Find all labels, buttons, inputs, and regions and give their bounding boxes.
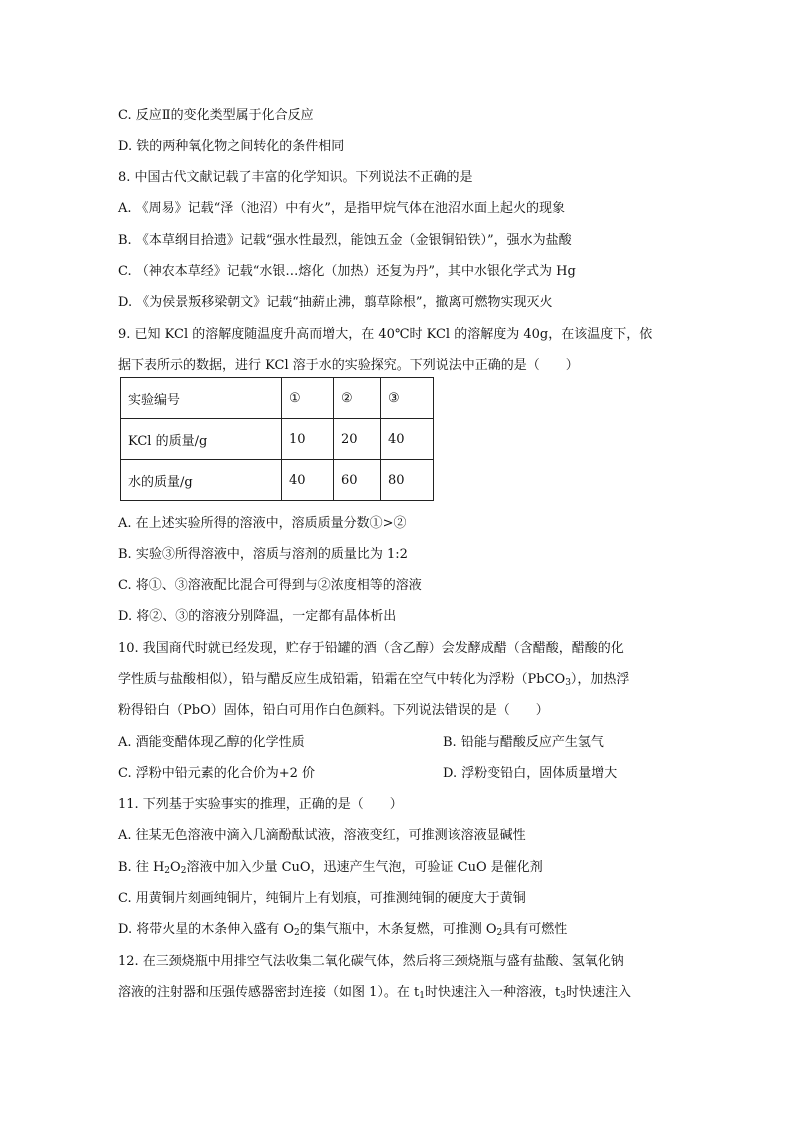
text-segment: 学性质与盐酸相似），铅与醋反应生成铅霜，铅霜在空气中转化为浮粉（PbCO xyxy=(118,672,566,687)
text-segment: 的集气瓶中，木条复燃，可推测 O xyxy=(299,922,497,937)
subscript: 3 xyxy=(560,991,566,1001)
question-8-option-a: A. 《周易》记载“泽（池沼）中有火”，是指甲烷气体在池沼水面上起火的现象 xyxy=(118,201,565,216)
question-10-option-a: A. 酒能变醋体现乙醇的化学性质 xyxy=(118,735,305,750)
subscript: 3 xyxy=(565,678,571,688)
question-9-stem-line2: 据下表所示的数据，进行 KCl 溶于水的实验探究。下列说法中正确的是（ ） xyxy=(118,358,579,373)
question-10-stem-line2 xyxy=(118,668,629,688)
question-9-option-d: D. 将②、③的溶液分别降温，一定都有晶体析出 xyxy=(118,609,397,624)
table-cell: 60 xyxy=(334,460,381,501)
question-11-stem: 11. 下列基于实验事实的推理，正确的是（ ） xyxy=(118,797,403,812)
subscript: 2 xyxy=(294,928,300,938)
text-segment: 时快速注入 xyxy=(565,985,631,1000)
question-8-option-b: B. 《本草纲目拾遗》记载“强水性最烈，能蚀五金（金银铜铅铁）”，强水为盐酸 xyxy=(118,233,572,248)
question-9-option-c: C. 将①、③溶液配比混合可得到与②浓度相等的溶液 xyxy=(118,578,422,593)
question-11-option-c: C. 用黄铜片刻画纯铜片，纯铜片上有划痕，可推测纯铜的硬度大于黄铜 xyxy=(118,891,526,906)
question-9-option-a: A. 在上述实验所得的溶液中，溶质质量分数①>② xyxy=(118,516,407,531)
text-segment: O xyxy=(170,860,181,875)
option-line: C. 反应Ⅱ的变化类型属于化合反应 xyxy=(118,108,314,123)
question-10-option-c: C. 浮粉中铅元素的化合价为+2 价 xyxy=(118,766,316,781)
table-cell: 80 xyxy=(381,460,434,501)
table-cell: 水的质量/g xyxy=(121,460,282,501)
table-header-cell: 实验编号 xyxy=(121,378,282,419)
text-segment: 具有可燃性 xyxy=(502,922,568,937)
subscript: 2 xyxy=(496,928,503,938)
question-12-stem-line1: 12. 在三颈烧瓶中用排空气法收集二氧化碳气体，然后将三颈烧瓶与盛有盐酸、氢氧化钠 xyxy=(118,954,624,969)
table-cell: 20 xyxy=(334,419,381,460)
table-header-cell: ③ xyxy=(381,378,434,419)
table-cell: 40 xyxy=(381,419,434,460)
table-cell: KCl 的质量/g xyxy=(121,419,282,460)
experiment-table xyxy=(120,377,434,501)
table-row xyxy=(121,419,434,460)
question-8-option-c: C. （神农本草经》记载“水银…熔化（加热）还复为丹”，其中水银化学式为 Hg xyxy=(118,264,576,279)
table-cell: 10 xyxy=(282,419,334,460)
text-segment: B. 往 H xyxy=(118,860,165,875)
subscript: 1 xyxy=(419,991,425,1001)
text-segment: 时快速注入一种溶液，t xyxy=(425,985,561,1000)
question-9-stem-line1: 9. 已知 KCl 的溶解度随温度升高而增大，在 40℃时 KCl 的溶解度为 40g，在该温度下，依 xyxy=(118,327,653,342)
question-11-option-a: A. 往某无色溶液中滴入几滴酚酞试液，溶液变红，可推测该溶液显碱性 xyxy=(118,828,526,843)
question-10-stem-line3: 粉得铅白（PbO）固体，铅白可用作白色颜料。下列说法错误的是（ ） xyxy=(118,703,549,718)
subscript: 2 xyxy=(164,866,171,876)
table-header-cell: ① xyxy=(282,378,334,419)
question-9-option-b: B. 实验③所得溶液中，溶质与溶剂的质量比为 1:2 xyxy=(118,547,408,562)
table-cell: 40 xyxy=(282,460,334,501)
question-11-option-b xyxy=(118,856,543,876)
text-segment: 溶液的注射器和压强传感器密封连接（如图 1）。在 t xyxy=(118,985,420,1000)
subscript: 2 xyxy=(180,866,187,876)
question-10-option-d: D. 浮粉变铅白，固体质量增大 xyxy=(443,766,618,781)
question-11-option-d xyxy=(118,918,567,938)
text-segment: 溶液中加入少量 CuO，迅速产生气泡，可验证 CuO 是催化剂 xyxy=(186,860,543,875)
question-12-stem-line2 xyxy=(118,981,631,1001)
question-8-option-d: D. 《为侯景叛移梁朝文》记载“抽薪止沸，翦草除根”，撤离可燃物实现灭火 xyxy=(118,295,553,310)
question-10-stem-line1: 10. 我国商代时就已经发现，贮存于铅罐的酒（含乙醇）会发酵成醋（含醋酸，醋酸的化 xyxy=(118,641,624,656)
question-10-option-b: B. 铅能与醋酸反应产生氢气 xyxy=(443,735,604,750)
text-segment: ），加热浮 xyxy=(570,672,630,687)
table-header-cell: ② xyxy=(334,378,381,419)
table-row xyxy=(121,460,434,501)
option-line: D. 铁的两种氧化物之间转化的条件相同 xyxy=(118,139,345,154)
table-header-row xyxy=(121,378,434,419)
question-8-stem: 8. 中国古代文献记载了丰富的化学知识。下列说法不正确的是 xyxy=(118,170,473,185)
text-segment: D. 将带火星的木条伸入盛有 O xyxy=(118,922,295,937)
